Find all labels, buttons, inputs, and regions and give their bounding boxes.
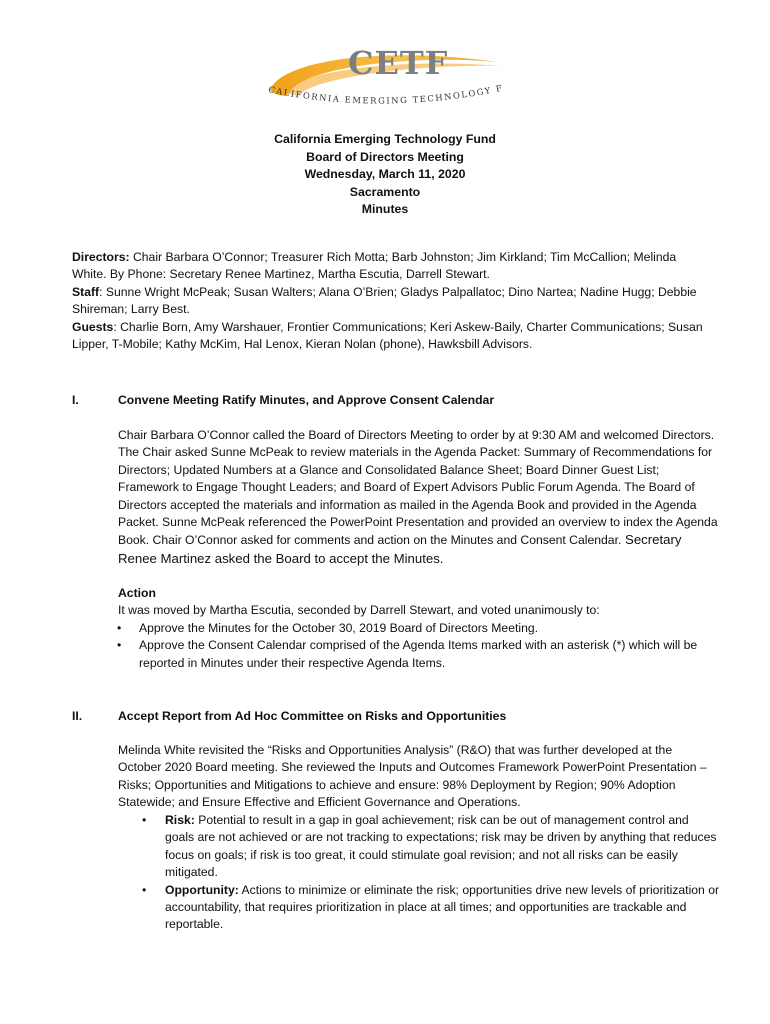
bullet-icon: • xyxy=(117,620,122,635)
list-item-text: Approve the Consent Calendar comprised of the Agenda Items marked with an asterisk (*) which will be reported in Minutes under their respective Agenda Items. xyxy=(139,638,698,670)
attendees-block xyxy=(72,249,712,353)
section-1-paragraph-text: Chair Barbara O’Connor called the Board of Directors Meeting to order by at 9:30 AM and welcomed Directors. The Chair asked Sunne McPeak to review materials in the Agenda Packet: Summary of Recommendations for Directors; Updated Numbers at a Glance and Consolidated Balance Sheet; Board Dinner Guest List; Framework to Engage Thought Leaders; and Board of Expert Advisors Public Forum Agenda. The Board of Directors accepted the materials and information as mailed in the Agenda Book and provided in the Agenda Packet. Sunne McPeak referenced the PowerPoint Presentation and provided an overview to index the Agenda Book. Chair O’Connor asked for comments and action on the Minutes and Consent Calendar. xyxy=(118,428,718,548)
directors-paragraph xyxy=(72,249,712,284)
risk-opportunity-list xyxy=(141,812,721,934)
section-2-heading xyxy=(72,708,712,725)
list-item xyxy=(141,812,721,882)
meeting-location: Sacramento xyxy=(349,184,421,199)
section-1-number: I. xyxy=(72,393,79,407)
document-type: Minutes xyxy=(361,202,409,217)
list-item xyxy=(141,882,721,934)
list-item xyxy=(116,620,718,637)
directors-label: Directors: xyxy=(72,250,130,264)
opportunity-label: Opportunity: xyxy=(165,882,239,897)
opportunity-text: Actions to minimize or eliminate the risk; opportunities drive new levels of prioritization or accountability, that requires prioritization in place at all times; and opportunities are trackable and reportable. xyxy=(165,882,720,932)
logo-tagline: CALIFORNIA EMERGING TECHNOLOGY F xyxy=(267,82,505,106)
cetf-logo xyxy=(262,40,512,120)
risk-text: Potential to result in a gap in goal achievement; risk can be out of management control and goals are not achieved or are not tracking to expectations; risk may be driven by anything that reduces focus on goals; if risk is too great, it could stimulate goal revision; and not all risks can be easily mitigated. xyxy=(165,813,717,880)
section-1-action xyxy=(118,585,718,672)
section-2-list xyxy=(141,812,721,934)
section-1-body xyxy=(118,427,718,568)
section-1-title: Convene Meeting Ratify Minutes, and Approve Consent Calendar xyxy=(118,393,495,407)
directors-text: Chair Barbara O’Connor; Treasurer Rich Motta; Barb Johnston; Jim Kirkland; Tim McCallion; Melinda White. By Phone: Secretary Renee Martinez, Martha Escutia, Darrell Stewart. xyxy=(72,250,677,282)
list-item-text: Approve the Minutes for the October 30, 2019 Board of Directors Meeting. xyxy=(139,620,539,635)
section-1-paragraph-tail: Secretary Renee Martinez asked the Board to accept the Minutes. xyxy=(118,532,682,566)
meeting-header xyxy=(0,131,770,219)
list-item xyxy=(116,637,718,672)
section-2-number: II. xyxy=(72,709,83,723)
section-1-paragraph xyxy=(118,427,718,568)
guests-label: Guests xyxy=(72,319,114,334)
action-title: Action xyxy=(118,586,156,600)
guests-paragraph xyxy=(72,319,712,354)
logo-brand: CETF xyxy=(348,44,449,82)
cetf-logo-graphic xyxy=(262,40,512,120)
staff-label: Staff xyxy=(72,284,100,299)
section-2-paragraph: Melinda White revisited the “Risks and Opportunities Analysis” (R&O) that was further developed at the October 2020 Board meeting. She reviewed the Inputs and Outcomes Framework PowerPoint Presentation – Risks; Opportunities and Mitigations to achieve and ensure: 98% Deployment by Region; 90% Adoption Statewide; and Ensure Effective and Efficient Governance and Operations. xyxy=(118,743,707,810)
org-name: California Emerging Technology Fund xyxy=(274,132,496,146)
meeting-name: Board of Directors Meeting xyxy=(306,149,464,164)
bullet-icon: • xyxy=(142,882,147,897)
meeting-date: Wednesday, March 11, 2020 xyxy=(304,167,466,182)
staff-text: : Sunne Wright McPeak; Susan Walters; Alana O’Brien; Gladys Palpallatoc; Dino Nartea; Nadine Hugg; Debbie Shireman; Larry Best. xyxy=(72,284,697,317)
bullet-icon: • xyxy=(117,638,122,653)
section-2-body xyxy=(118,742,718,812)
section-1-heading xyxy=(72,392,712,409)
staff-paragraph xyxy=(72,284,712,319)
bullet-icon: • xyxy=(142,813,147,827)
risk-label: Risk: xyxy=(165,813,195,827)
action-list xyxy=(116,620,718,672)
action-intro: It was moved by Martha Escutia, seconded by Darrell Stewart, and voted unanimously to: xyxy=(118,603,600,618)
guests-text: : Charlie Born, Amy Warshauer, Frontier Communications; Keri Askew-Baily, Charter Communications; Susan Lipper, T-Mobile; Kathy McKim, Hal Lenox, Kieran Nolan (phone), Hawksbill Advisors. xyxy=(72,319,703,352)
section-2-title: Accept Report from Ad Hoc Committee on Risks and Opportunities xyxy=(118,709,507,723)
